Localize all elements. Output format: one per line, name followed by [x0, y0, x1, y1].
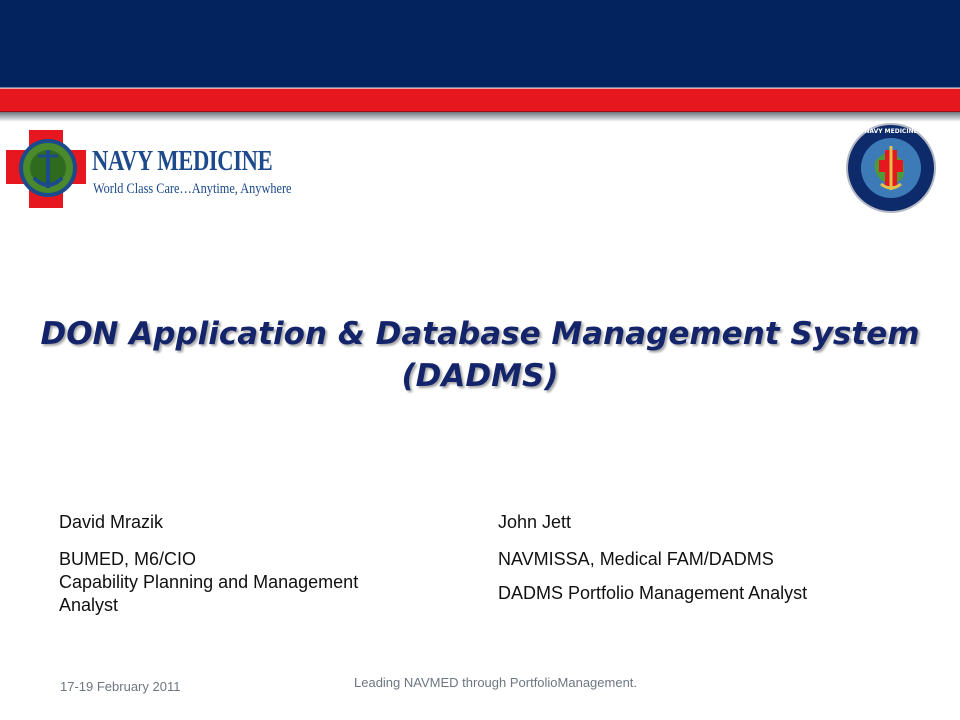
navmissa-seal-icon	[845, 122, 937, 214]
svg-text:NAVY MEDICINE: NAVY MEDICINE	[864, 128, 918, 135]
footer-slogan: Leading NAVMED through PortfolioManagement.	[354, 675, 638, 690]
top-banner-navy	[0, 0, 960, 88]
slide-title-line1: DON Application & Database Management System	[40, 316, 920, 352]
logo-brand-text: NAVY MEDICINE	[92, 145, 273, 177]
presenter-2-org: NAVMISSA, Medical FAM/DADMS	[498, 549, 774, 569]
presenter-1-role-line2: Analyst	[59, 595, 119, 615]
presenter-2	[498, 511, 938, 605]
presenter-1-name: David Mrazik	[59, 512, 164, 532]
slide-title-line2: (DADMS)	[401, 358, 559, 394]
presenter-1	[59, 511, 459, 617]
red-cross-anchor-icon	[0, 128, 95, 213]
top-banner-red-stripe	[0, 88, 960, 112]
logo-tagline: World Class Care…Anytime, Anywhere	[93, 181, 292, 197]
footer-date: 17-19 February 2011	[60, 679, 181, 694]
presenter-1-role-line1: Capability Planning and Management	[59, 572, 359, 592]
presenter-2-role: DADMS Portfolio Management Analyst	[498, 583, 808, 603]
banner-shadow	[0, 112, 960, 122]
presenter-2-name: John Jett	[498, 512, 572, 532]
presenter-1-org: BUMED, M6/CIO	[59, 549, 197, 569]
slide-title	[0, 313, 960, 397]
